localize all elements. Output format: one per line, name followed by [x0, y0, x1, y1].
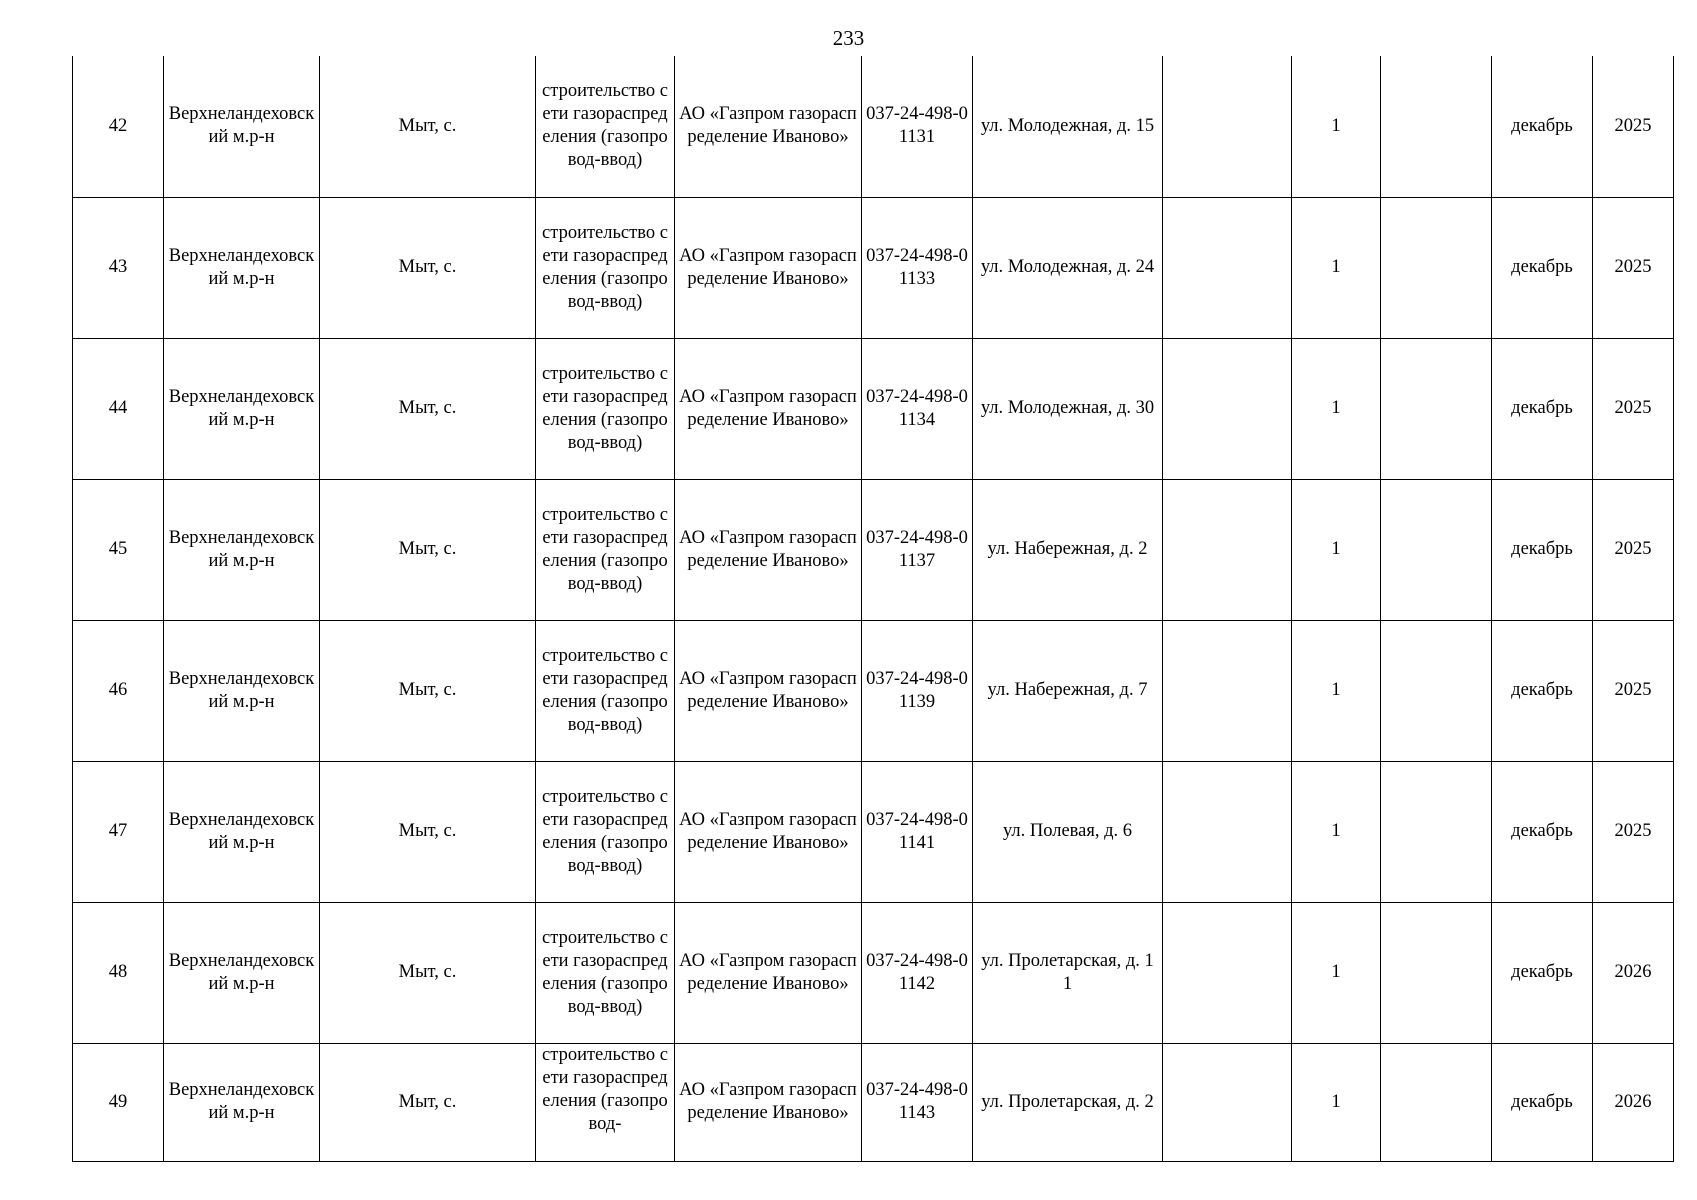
district-cell: Верхнеландеховский м.р-н	[164, 620, 320, 761]
row-number-cell: 42	[73, 56, 164, 197]
district-cell: Верхнеландеховский м.р-н	[164, 479, 320, 620]
count-cell: 1	[1292, 56, 1381, 197]
empty-cell	[1163, 620, 1292, 761]
table-row	[73, 338, 1674, 479]
month-cell: декабрь	[1492, 479, 1593, 620]
empty-cell	[1163, 1043, 1292, 1161]
work-type-cell: строительство сети газораспределения (газопровод-ввод)	[536, 761, 675, 902]
table-row	[73, 479, 1674, 620]
organization-cell: АО «Газпром газораспределение Иваново»	[675, 56, 862, 197]
object-code-cell: 037-24-498-01134	[862, 338, 973, 479]
address-cell: ул. Молодежная, д. 15	[973, 56, 1163, 197]
row-number-cell: 45	[73, 479, 164, 620]
year-cell: 2025	[1593, 479, 1674, 620]
page-number: 233	[832, 26, 865, 50]
month-cell: декабрь	[1492, 338, 1593, 479]
organization-cell: АО «Газпром газораспределение Иваново»	[675, 902, 862, 1043]
empty-cell	[1163, 197, 1292, 338]
count-cell: 1	[1292, 479, 1381, 620]
locality-cell: Мыт, с.	[320, 338, 536, 479]
locality-cell: Мыт, с.	[320, 1043, 536, 1161]
organization-cell: АО «Газпром газораспределение Иваново»	[675, 197, 862, 338]
count-cell: 1	[1292, 761, 1381, 902]
address-cell: ул. Набережная, д. 7	[973, 620, 1163, 761]
count-cell: 1	[1292, 902, 1381, 1043]
address-cell: ул. Полевая, д. 6	[973, 761, 1163, 902]
month-cell: декабрь	[1492, 620, 1593, 761]
address-cell: ул. Пролетарская, д. 11	[973, 902, 1163, 1043]
year-cell: 2025	[1593, 620, 1674, 761]
organization-cell: АО «Газпром газораспределение Иваново»	[675, 761, 862, 902]
row-number-cell: 48	[73, 902, 164, 1043]
locality-cell: Мыт, с.	[320, 902, 536, 1043]
address-cell: ул. Набережная, д. 2	[973, 479, 1163, 620]
work-type-cell: строительство сети газораспределения (газопровод-	[536, 1043, 675, 1161]
empty-cell	[1381, 902, 1492, 1043]
row-number-cell: 44	[73, 338, 164, 479]
empty-cell	[1381, 1043, 1492, 1161]
object-code-cell: 037-24-498-01131	[862, 56, 973, 197]
work-type-cell: строительство сети газораспределения (газопровод-ввод)	[536, 902, 675, 1043]
organization-cell: АО «Газпром газораспределение Иваново»	[675, 620, 862, 761]
table-row	[73, 56, 1674, 197]
count-cell: 1	[1292, 1043, 1381, 1161]
district-cell: Верхнеландеховский м.р-н	[164, 1043, 320, 1161]
month-cell: декабрь	[1492, 56, 1593, 197]
year-cell: 2026	[1593, 1043, 1674, 1161]
address-cell: ул. Пролетарская, д. 2	[973, 1043, 1163, 1161]
table-row	[73, 620, 1674, 761]
year-cell: 2025	[1593, 56, 1674, 197]
table-body	[73, 56, 1674, 1161]
table-row	[73, 1043, 1674, 1161]
count-cell: 1	[1292, 620, 1381, 761]
empty-cell	[1381, 197, 1492, 338]
month-cell: декабрь	[1492, 1043, 1593, 1161]
count-cell: 1	[1292, 197, 1381, 338]
empty-cell	[1381, 338, 1492, 479]
object-code-cell: 037-24-498-01141	[862, 761, 973, 902]
work-type-cell: строительство сети газораспределения (газопровод-ввод)	[536, 338, 675, 479]
year-cell: 2025	[1593, 761, 1674, 902]
address-cell: ул. Молодежная, д. 30	[973, 338, 1163, 479]
row-number-cell: 46	[73, 620, 164, 761]
locality-cell: Мыт, с.	[320, 479, 536, 620]
district-cell: Верхнеландеховский м.р-н	[164, 56, 320, 197]
district-cell: Верхнеландеховский м.р-н	[164, 197, 320, 338]
empty-cell	[1163, 338, 1292, 479]
district-cell: Верхнеландеховский м.р-н	[164, 338, 320, 479]
locality-cell: Мыт, с.	[320, 761, 536, 902]
address-cell: ул. Молодежная, д. 24	[973, 197, 1163, 338]
year-cell: 2026	[1593, 902, 1674, 1043]
row-number-cell: 43	[73, 197, 164, 338]
empty-cell	[1163, 902, 1292, 1043]
empty-cell	[1381, 56, 1492, 197]
organization-cell: АО «Газпром газораспределение Иваново»	[675, 338, 862, 479]
organization-cell: АО «Газпром газораспределение Иваново»	[675, 479, 862, 620]
organization-cell: АО «Газпром газораспределение Иваново»	[675, 1043, 862, 1161]
locality-cell: Мыт, с.	[320, 620, 536, 761]
month-cell: декабрь	[1492, 761, 1593, 902]
locality-cell: Мыт, с.	[320, 56, 536, 197]
empty-cell	[1381, 479, 1492, 620]
year-cell: 2025	[1593, 197, 1674, 338]
locality-cell: Мыт, с.	[320, 197, 536, 338]
work-type-cell: строительство сети газораспределения (газопровод-ввод)	[536, 197, 675, 338]
empty-cell	[1163, 479, 1292, 620]
row-number-cell: 47	[73, 761, 164, 902]
object-code-cell: 037-24-498-01142	[862, 902, 973, 1043]
work-type-cell: строительство сети газораспределения (газопровод-ввод)	[536, 56, 675, 197]
work-type-cell: строительство сети газораспределения (газопровод-ввод)	[536, 479, 675, 620]
object-code-cell: 037-24-498-01139	[862, 620, 973, 761]
work-type-cell: строительство сети газораспределения (газопровод-ввод)	[536, 620, 675, 761]
table-row	[73, 761, 1674, 902]
year-cell: 2025	[1593, 338, 1674, 479]
district-cell: Верхнеландеховский м.р-н	[164, 902, 320, 1043]
row-number-cell: 49	[73, 1043, 164, 1161]
table-row	[73, 197, 1674, 338]
table-row	[73, 902, 1674, 1043]
object-code-cell: 037-24-498-01133	[862, 197, 973, 338]
empty-cell	[1163, 761, 1292, 902]
object-code-cell: 037-24-498-01137	[862, 479, 973, 620]
district-cell: Верхнеландеховский м.р-н	[164, 761, 320, 902]
month-cell: декабрь	[1492, 197, 1593, 338]
object-code-cell: 037-24-498-01143	[862, 1043, 973, 1161]
registry-table	[72, 56, 1674, 1162]
empty-cell	[1163, 56, 1292, 197]
count-cell: 1	[1292, 338, 1381, 479]
empty-cell	[1381, 620, 1492, 761]
empty-cell	[1381, 761, 1492, 902]
month-cell: декабрь	[1492, 902, 1593, 1043]
